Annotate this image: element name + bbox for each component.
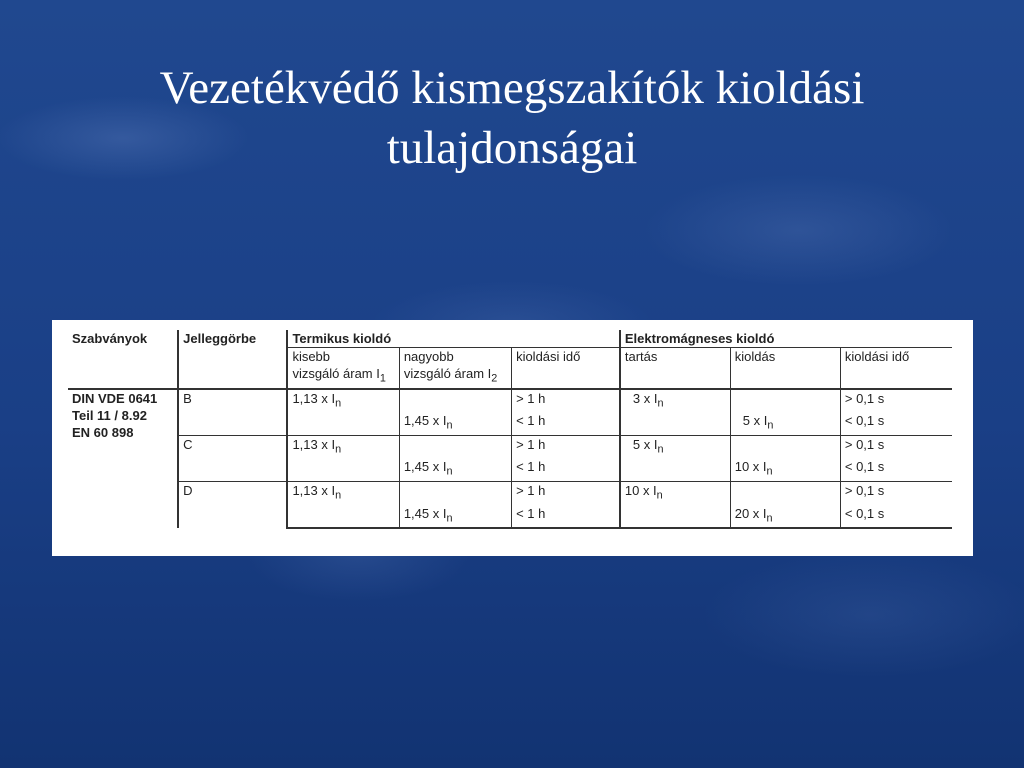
curve-cell: D xyxy=(178,481,287,528)
em-time-lo: < 0,1 s xyxy=(840,412,952,435)
subheader-trip: kioldás xyxy=(730,348,840,389)
em-time-lo: < 0,1 s xyxy=(840,458,952,481)
thermal-time-lo: < 1 h xyxy=(512,505,620,529)
thermal-time-hi: > 1 h xyxy=(512,389,620,413)
small-current-cell: 1,13 x $I_n$ xyxy=(287,389,399,413)
table-card xyxy=(52,320,973,556)
trip-cell: 20 x $I_n$ xyxy=(730,505,840,529)
table-row xyxy=(68,435,952,458)
header-curve: Jelleggörbe xyxy=(178,330,287,348)
subheader-thermal-trip-time: kioldási idő xyxy=(512,348,620,389)
hold-cell: 5 x $I_n$ xyxy=(620,435,730,458)
subheader-em-trip-time: kioldási idő xyxy=(840,348,952,389)
table-subheader-row xyxy=(68,348,952,389)
curve-cell: C xyxy=(178,435,287,481)
thermal-time-hi: > 1 h xyxy=(512,481,620,504)
standards-cell: DIN VDE 0641 Teil 11 / 8.92 EN 60 898 xyxy=(68,389,178,529)
large-current-cell: 1,45 x $I_n$ xyxy=(399,458,511,481)
subheader-small-current: kisebb vizsgáló áram $I_1$ xyxy=(287,348,399,389)
thermal-time-hi: > 1 h xyxy=(512,435,620,458)
title-line-2: tulajdonságai xyxy=(386,122,638,174)
small-current-cell: 1,13 x $I_n$ xyxy=(287,435,399,458)
header-thermal: Termikus kioldó xyxy=(287,330,619,348)
table-header-row xyxy=(68,330,952,348)
hold-cell: 10 x $I_n$ xyxy=(620,481,730,504)
title-line-1: Vezetékvédő kismegszakítók kioldási xyxy=(159,62,865,114)
header-standards: Szabványok xyxy=(72,331,148,346)
slide-title xyxy=(40,58,984,178)
em-time-hi: > 0,1 s xyxy=(840,389,952,413)
em-time-hi: > 0,1 s xyxy=(840,435,952,458)
table-row xyxy=(68,481,952,504)
em-time-lo: < 0,1 s xyxy=(840,505,952,529)
thermal-time-lo: < 1 h xyxy=(512,412,620,435)
small-current-cell: 1,13 x $I_n$ xyxy=(287,481,399,504)
tripping-characteristics-table xyxy=(68,330,952,529)
em-time-hi: > 0,1 s xyxy=(840,481,952,504)
curve-cell: B xyxy=(178,389,287,436)
large-current-cell: 1,45 x $I_n$ xyxy=(399,412,511,435)
table-row xyxy=(68,389,952,413)
subheader-hold: tartás xyxy=(620,348,730,389)
trip-cell: 5 x $I_n$ xyxy=(730,412,840,435)
trip-cell: 10 x $I_n$ xyxy=(730,458,840,481)
thermal-time-lo: < 1 h xyxy=(512,458,620,481)
large-current-cell: 1,45 x $I_n$ xyxy=(399,505,511,529)
header-em: Elektromágneses kioldó xyxy=(620,330,952,348)
hold-cell: 3 x $I_n$ xyxy=(620,389,730,413)
subheader-large-current: nagyobb vizsgáló áram $I_2$ xyxy=(399,348,511,389)
